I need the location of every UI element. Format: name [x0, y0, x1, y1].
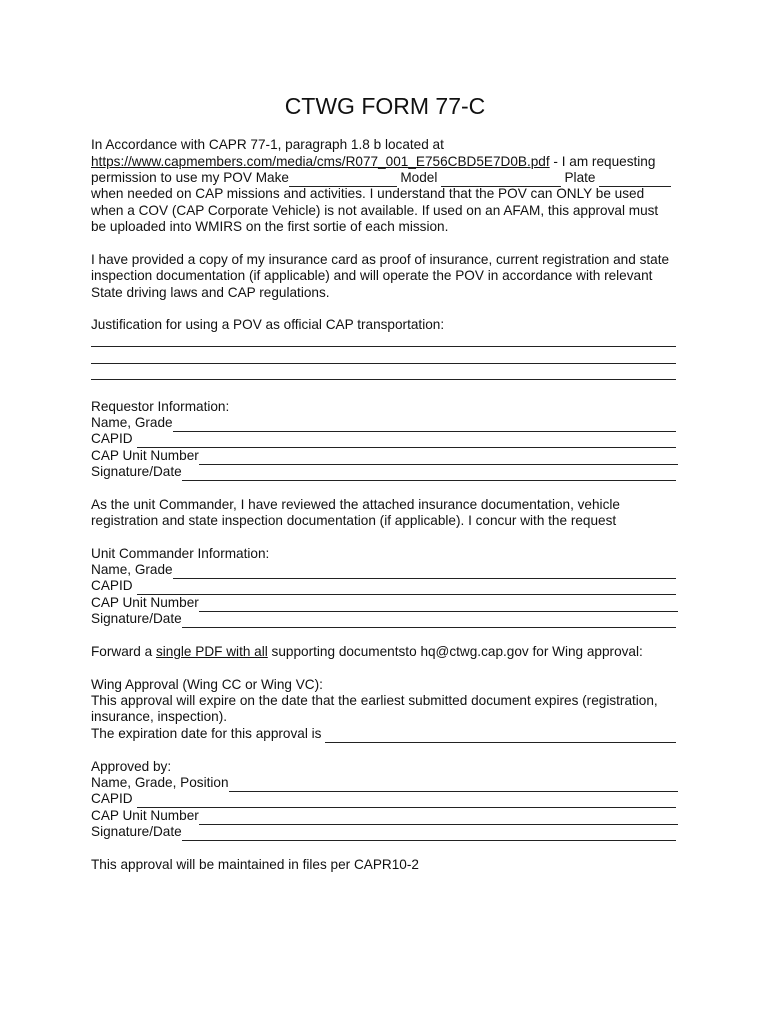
approved-name-row [91, 775, 678, 792]
form-title: CTWG FORM 77-C [284, 93, 486, 119]
insurance-line-2: inspection documentation (if applicable) and will operate the POV in accordance with relevant [91, 268, 653, 283]
commander-name-label: Name, Grade [91, 562, 173, 577]
approved-capid-row [91, 791, 676, 808]
wing-heading: Wing Approval (Wing CC or Wing VC): [91, 677, 323, 692]
pov-plate-label: Plate [560, 170, 600, 185]
requestor-signature-row [91, 464, 676, 481]
approved-name-label: Name, Grade, Position [91, 775, 229, 790]
intro-line-3 [91, 170, 671, 187]
expiration-label: The expiration date for this approval is [91, 726, 326, 741]
forward-line [91, 644, 643, 661]
intro-line-2 [91, 154, 655, 171]
justification-line-3[interactable] [91, 379, 676, 380]
requestor-name-label: Name, Grade [91, 415, 173, 430]
approved-signature-label: Signature/Date [91, 824, 182, 839]
wing-line-1: This approval will expire on the date that the earliest submitted document expires (registration, [91, 693, 658, 708]
forward-suffix: for Wing approval: [528, 644, 643, 659]
wing-email[interactable]: hq@ctwg.cap.gov [420, 644, 529, 659]
commander-statement-line-2: registration and state inspection documentation (if applicable). I concur with the request [91, 513, 617, 528]
commander-capid-label: CAPID [91, 578, 133, 593]
requestor-unit-label: CAP Unit Number [91, 448, 199, 463]
approved-capid-label: CAPID [91, 791, 133, 806]
commander-heading: Unit Commander Information: [91, 546, 270, 561]
commander-statement-line-1: As the unit Commander, I have reviewed the attached insurance documentation, vehicle [91, 497, 620, 512]
commander-name-field[interactable] [173, 565, 676, 579]
approved-capid-field[interactable] [137, 794, 676, 808]
expiration-date-field[interactable] [325, 729, 676, 743]
approved-heading: Approved by: [91, 759, 172, 774]
footer-note: This approval will be maintained in files per CAPR10-2 [91, 857, 419, 872]
approved-signature-row [91, 824, 676, 841]
forward-prefix: Forward a [91, 644, 156, 659]
commander-signature-label: Signature/Date [91, 611, 182, 626]
capr-link[interactable]: https://www.capmembers.com/media/cms/R077_001_E756CBD5E7D0B.pdf [91, 154, 550, 169]
expiration-row [91, 726, 676, 743]
pov-plate-field[interactable] [599, 173, 671, 187]
approved-name-field[interactable] [229, 778, 678, 792]
forward-middle: supporting documentsto [267, 644, 421, 659]
intro-line-1: In Accordance with CAPR 77-1, paragraph 1.8 b located at [91, 137, 444, 152]
requestor-unit-field[interactable] [199, 451, 678, 465]
pov-model-label: Model [396, 170, 442, 185]
intro-line-5: when a COV (CAP Corporate Vehicle) is not available. If used on an AFAM, this approval must [91, 203, 659, 218]
commander-name-row [91, 562, 676, 579]
intro-line-6: be uploaded into WMIRS on the first sortie of each mission. [91, 219, 449, 234]
pov-model-field[interactable] [441, 173, 561, 187]
insurance-line-1: I have provided a copy of my insurance card as proof of insurance, current registration and state [91, 252, 670, 267]
insurance-line-3: State driving laws and CAP regulations. [91, 285, 330, 300]
commander-signature-field[interactable] [182, 614, 676, 628]
forward-underlined: single PDF with all [155, 644, 268, 659]
commander-unit-label: CAP Unit Number [91, 595, 199, 610]
requestor-capid-row [91, 431, 676, 448]
requestor-name-row [91, 415, 676, 432]
requestor-unit-row [91, 448, 678, 465]
pov-make-label: permission to use my POV Make [91, 170, 289, 185]
commander-unit-field[interactable] [199, 598, 678, 612]
justification-line-2[interactable] [91, 363, 676, 364]
requestor-name-field[interactable] [173, 418, 676, 432]
wing-line-2: insurance, inspection). [91, 709, 228, 724]
requestor-capid-label: CAPID [91, 431, 133, 446]
commander-capid-row [91, 578, 676, 595]
commander-unit-row [91, 595, 678, 612]
approved-unit-label: CAP Unit Number [91, 808, 199, 823]
commander-signature-row [91, 611, 676, 628]
intro-line-2-rest: - I am requesting [549, 154, 656, 169]
requestor-signature-label: Signature/Date [91, 464, 182, 479]
approved-unit-row [91, 808, 678, 825]
requestor-signature-field[interactable] [182, 467, 676, 481]
justification-label: Justification for using a POV as official CAP transportation: [91, 317, 445, 332]
intro-line-4: when needed on CAP missions and activities. I understand that the POV can ONLY be used [91, 186, 645, 201]
commander-capid-field[interactable] [137, 581, 676, 595]
requestor-capid-field[interactable] [137, 434, 676, 448]
approved-unit-field[interactable] [199, 811, 678, 825]
approved-signature-field[interactable] [182, 827, 676, 841]
justification-line-1[interactable] [91, 346, 676, 347]
pov-make-field[interactable] [289, 173, 397, 187]
requestor-heading: Requestor Information: [91, 399, 230, 414]
